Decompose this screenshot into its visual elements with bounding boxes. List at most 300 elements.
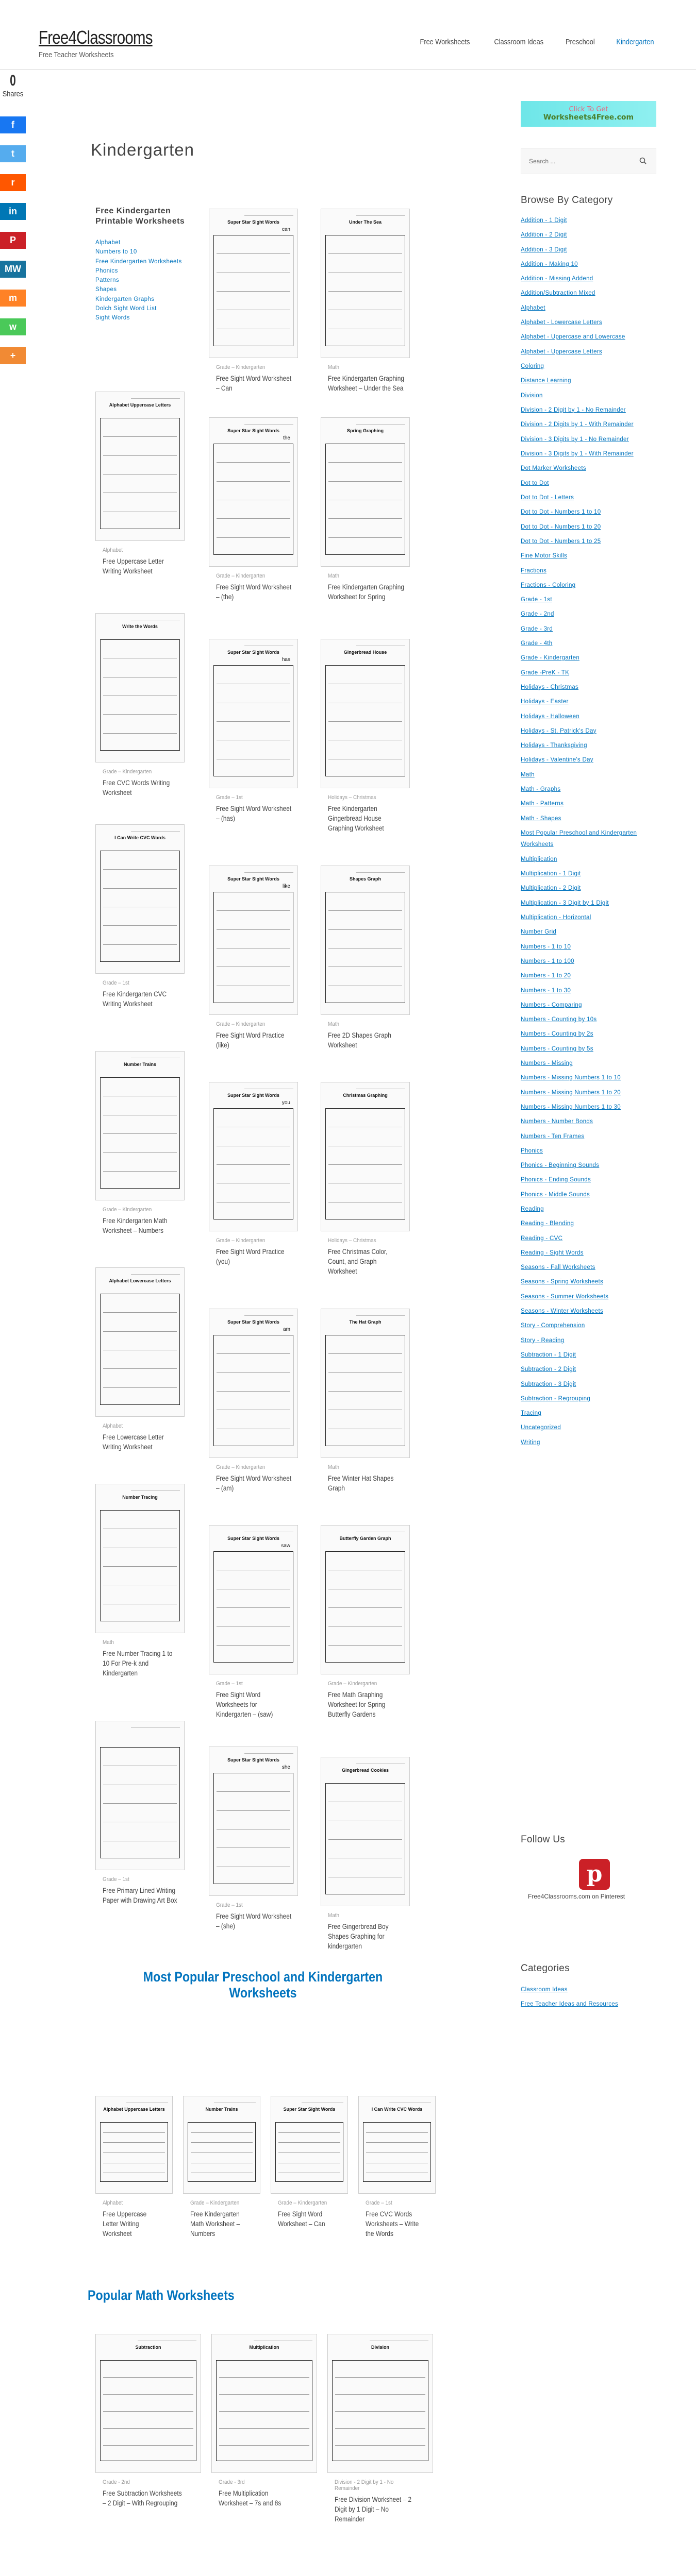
category-link[interactable]: Numbers - Missing bbox=[521, 1060, 573, 1067]
category-link[interactable]: Phonics - Beginning Sounds bbox=[521, 1162, 600, 1169]
post-meta bbox=[211, 2473, 317, 2508]
category-link[interactable]: Holidays - Valentine's Day bbox=[521, 757, 593, 764]
category-link[interactable]: Distance Learning bbox=[521, 378, 571, 384]
post-title[interactable]: Free CVC Words Worksheets – Write the Words bbox=[366, 2210, 419, 2238]
category-link[interactable]: Grade - 2nd bbox=[521, 611, 554, 618]
share-button-mewe[interactable] bbox=[0, 261, 26, 278]
post-category[interactable]: Grade – Kindergarten bbox=[328, 1681, 377, 1687]
category-item bbox=[521, 782, 660, 796]
worksheet-title: Subtraction bbox=[135, 2345, 161, 2350]
category-link[interactable]: Numbers - Number Bonds bbox=[521, 1118, 593, 1125]
pinterest-follow-label[interactable]: Free4Classrooms.com on Pinterest bbox=[528, 1893, 625, 1900]
post-meta bbox=[321, 1458, 410, 1493]
post-category[interactable]: Alphabet bbox=[103, 547, 123, 553]
category-link[interactable]: Addition - Making 10 bbox=[521, 261, 578, 267]
category-link[interactable]: Seasons - Spring Worksheets bbox=[521, 1279, 604, 1285]
post-category[interactable]: Grade – Kindergarten bbox=[103, 1207, 152, 1213]
worksheet-title: Write the Words bbox=[122, 624, 158, 629]
nav-classroom-ideas[interactable]: Classroom Ideas bbox=[494, 38, 543, 46]
category-link[interactable]: Subtraction - 1 Digit bbox=[521, 1351, 576, 1358]
category-link[interactable]: Most Popular Preschool and Kindergarten Worksheets bbox=[521, 829, 637, 848]
worksheet-grid bbox=[213, 1335, 293, 1446]
share-button-twitter[interactable] bbox=[0, 145, 26, 162]
worksheet-row bbox=[328, 1607, 402, 1608]
post-category[interactable]: Grade – Kindergarten bbox=[216, 573, 266, 579]
category-item bbox=[521, 1318, 660, 1333]
post-category[interactable]: Grade – Kindergarten bbox=[190, 2200, 240, 2206]
category-link[interactable]: Numbers - 1 to 20 bbox=[521, 973, 571, 979]
post-title[interactable]: Free Lowercase Letter Writing Worksheet bbox=[103, 1433, 164, 1451]
category-link[interactable]: Reading bbox=[521, 1206, 544, 1212]
intro-link[interactable]: Sight Words bbox=[95, 315, 130, 321]
category-link[interactable]: Numbers - Missing Numbers 1 to 20 bbox=[521, 1089, 621, 1096]
post-card bbox=[209, 866, 298, 1050]
worksheet-thumbnail[interactable] bbox=[209, 866, 298, 1015]
sight-word: like bbox=[282, 884, 290, 889]
post-card bbox=[321, 1757, 410, 1951]
categories2-item bbox=[521, 1982, 660, 1997]
category-link[interactable]: Subtraction - 3 Digit bbox=[521, 1381, 576, 1387]
search-input[interactable] bbox=[521, 149, 624, 174]
category-link[interactable]: Uncategorized bbox=[521, 1425, 561, 1431]
category-link[interactable]: Multiplication bbox=[521, 856, 557, 862]
category-item bbox=[521, 811, 660, 826]
category-link[interactable]: Numbers - 1 to 10 bbox=[521, 943, 571, 950]
post-category[interactable]: Grade – 1st bbox=[366, 2200, 392, 2206]
category-link[interactable]: Division - 2 Digits by 1 - With Remainder bbox=[521, 421, 634, 428]
category-item bbox=[521, 694, 660, 709]
post-title[interactable]: Free Number Tracing 1 to 10 For Pre-k and Kindergarten bbox=[103, 1650, 173, 1677]
site-tagline: Free Teacher Worksheets bbox=[39, 50, 114, 59]
worksheet-grid bbox=[100, 1294, 180, 1405]
category-link[interactable]: Alphabet bbox=[521, 304, 545, 311]
category-item bbox=[521, 592, 660, 607]
post-category[interactable]: Grade – Kindergarten bbox=[216, 1238, 266, 1244]
category-link[interactable]: Multiplication - Horizontal bbox=[521, 914, 591, 921]
worksheet-thumbnail[interactable] bbox=[358, 2096, 436, 2194]
category-link[interactable]: Reading - CVC bbox=[521, 1235, 563, 1242]
post-category[interactable]: Grade – 1st bbox=[103, 980, 129, 986]
post-title[interactable]: Free Sight Word Worksheet – (the) bbox=[216, 583, 292, 601]
category-link[interactable]: Multiplication - 2 Digit bbox=[521, 885, 581, 892]
post-title[interactable]: Free Division Worksheet – 2 Digit by 1 Digit – No Remainder bbox=[335, 2496, 412, 2523]
category-link[interactable]: Phonics - Ending Sounds bbox=[521, 1177, 591, 1183]
post-title[interactable]: Free Kindergarten Graphing Worksheet – Under the Sea bbox=[328, 375, 404, 392]
worksheet-row bbox=[103, 1803, 177, 1804]
post-title[interactable]: Free Gingerbread Boy Shapes Graphing for kindergarten bbox=[328, 1923, 389, 1950]
category-link[interactable]: Fractions - Coloring bbox=[521, 582, 576, 588]
category-link[interactable]: Alphabet - Uppercase and Lowercase bbox=[521, 334, 625, 341]
category-link[interactable]: Seasons - Summer Worksheets bbox=[521, 1293, 609, 1300]
category-link[interactable]: Alphabet - Uppercase Letters bbox=[521, 348, 602, 355]
category-link[interactable]: Writing bbox=[521, 1439, 540, 1446]
name-line bbox=[244, 1315, 293, 1316]
worksheet-row bbox=[191, 2132, 253, 2133]
sight-word: saw bbox=[281, 1543, 290, 1549]
worksheet-grid bbox=[325, 444, 405, 555]
search-icon[interactable] bbox=[639, 157, 647, 164]
worksheet-grid bbox=[100, 1510, 180, 1621]
post-category[interactable]: Holidays – Christmas bbox=[328, 1238, 376, 1244]
category-item bbox=[521, 1304, 660, 1318]
category-link[interactable]: Numbers - Missing Numbers 1 to 30 bbox=[521, 1104, 621, 1110]
post-title[interactable]: Free Uppercase Letter Writing Worksheet bbox=[103, 557, 164, 575]
post-title[interactable]: Free Uppercase Letter Writing Worksheet bbox=[103, 2210, 147, 2238]
category-link[interactable]: Grade - 4th bbox=[521, 640, 553, 647]
post-category[interactable]: Math bbox=[328, 1912, 340, 1919]
worksheet-thumbnail[interactable] bbox=[95, 1721, 185, 1870]
category-link[interactable]: Numbers - Ten Frames bbox=[521, 1133, 585, 1140]
post-title[interactable]: Free 2D Shapes Graph Worksheet bbox=[328, 1031, 391, 1049]
category-link[interactable]: Grade - 3rd bbox=[521, 625, 553, 632]
category-link[interactable]: Dot to Dot - Numbers 1 to 10 bbox=[521, 509, 601, 516]
intro-link[interactable]: Dolch Sight Word List bbox=[95, 306, 157, 312]
post-title[interactable]: Free Sight Word Practice (like) bbox=[216, 1031, 285, 1049]
worksheet-thumbnail[interactable] bbox=[321, 209, 410, 358]
post-category[interactable]: Grade – 1st bbox=[103, 1876, 129, 1883]
share-button-more[interactable] bbox=[0, 347, 26, 364]
share-button-linkedin[interactable] bbox=[0, 203, 26, 220]
worksheet-grid bbox=[213, 665, 293, 776]
post-card bbox=[209, 417, 298, 602]
category-item bbox=[521, 867, 660, 881]
share-count bbox=[0, 72, 26, 98]
post-meta bbox=[321, 1231, 410, 1276]
post-category[interactable]: Math bbox=[328, 1021, 340, 1027]
category-link[interactable]: Numbers - Missing Numbers 1 to 10 bbox=[521, 1075, 621, 1081]
category-link[interactable]: Dot Marker Worksheets bbox=[521, 465, 586, 472]
category-item bbox=[521, 910, 660, 925]
worksheet-row bbox=[335, 2428, 425, 2429]
worksheet-thumbnail[interactable] bbox=[95, 824, 185, 974]
post-category[interactable]: Grade – 1st bbox=[216, 794, 243, 801]
worksheet-thumbnail[interactable] bbox=[209, 209, 298, 358]
worksheet-thumbnail[interactable] bbox=[95, 2096, 173, 2194]
name-line bbox=[244, 872, 293, 873]
worksheet-thumbnail[interactable] bbox=[95, 392, 185, 541]
name-line bbox=[131, 831, 180, 832]
intro-link-item bbox=[95, 295, 198, 304]
categories-title: Categories bbox=[521, 1963, 570, 1974]
post-title[interactable]: Free Sight Word Worksheet – (has) bbox=[216, 805, 292, 822]
worksheet-row bbox=[103, 455, 177, 456]
name-line bbox=[244, 1753, 293, 1754]
post-meta bbox=[95, 1417, 185, 1452]
category-link[interactable]: Tracing bbox=[521, 1410, 542, 1417]
browse-title: Browse By Category bbox=[521, 195, 613, 206]
post-card bbox=[321, 866, 410, 1050]
post-title[interactable]: Free Christmas Color, Count, and Graph Worksheet bbox=[328, 1248, 388, 1275]
category-link[interactable]: Division - 3 Digits by 1 - With Remainder bbox=[521, 450, 634, 457]
category-link[interactable]: Alphabet - Lowercase Letters bbox=[521, 319, 602, 326]
post-meta bbox=[183, 2194, 260, 2239]
worksheet-title: Number Trains bbox=[205, 2107, 238, 2112]
category-item bbox=[521, 1420, 660, 1435]
category-link[interactable]: Division - 2 Digit by 1 - No Remainder bbox=[521, 406, 626, 413]
post-category[interactable]: Grade – Kindergarten bbox=[278, 2200, 327, 2206]
category-item bbox=[521, 272, 660, 286]
category-link[interactable]: Phonics bbox=[521, 1147, 543, 1154]
post-meta bbox=[321, 1015, 410, 1050]
worksheet-thumbnail[interactable] bbox=[95, 1484, 185, 1633]
category-link[interactable]: Numbers - Counting by 10s bbox=[521, 1016, 597, 1023]
category-item bbox=[521, 578, 660, 592]
post-title[interactable]: Free Sight Word Worksheet – Can bbox=[216, 375, 292, 392]
category-link[interactable]: Holidays - Thanksgiving bbox=[521, 742, 587, 749]
category-link[interactable]: Numbers - Comparing bbox=[521, 1002, 582, 1008]
share-button-whatsapp[interactable] bbox=[0, 318, 26, 335]
linkedin-icon: in bbox=[9, 206, 17, 216]
category-link[interactable]: Subtraction - 2 Digit bbox=[521, 1366, 576, 1373]
worksheet-thumbnail[interactable] bbox=[183, 2096, 260, 2194]
post-category[interactable]: Division - 2 Digit by 1 - No Remainder bbox=[335, 2479, 394, 2492]
worksheet-title: Super Star Sight Words bbox=[227, 1757, 279, 1762]
post-category[interactable]: Grade - 3rd bbox=[219, 2479, 245, 2485]
category-link[interactable]: Math - Patterns bbox=[521, 801, 564, 807]
category-link[interactable]: Holidays - Easter bbox=[521, 699, 569, 705]
post-meta bbox=[271, 2194, 348, 2229]
category-link[interactable]: Addition/Subtraction Mixed bbox=[521, 290, 595, 297]
popular-heading: Most Popular Preschool and Kindergarten Worksheets bbox=[143, 1969, 383, 2001]
post-title[interactable]: Free CVC Words Writing Worksheet bbox=[103, 779, 170, 796]
pinterest-follow-icon[interactable]: p bbox=[579, 1859, 610, 1890]
category-item bbox=[521, 1042, 660, 1056]
post-title[interactable]: Free Sight Word Worksheet – (am) bbox=[216, 1475, 292, 1492]
intro-link-item bbox=[95, 313, 198, 323]
intro-link[interactable]: Shapes bbox=[95, 286, 117, 293]
post-title[interactable]: Free Sight Word Worksheets for Kindergarten – (saw) bbox=[216, 1691, 273, 1718]
category-link[interactable]: Math bbox=[521, 771, 535, 778]
worksheet-thumbnail[interactable] bbox=[321, 1757, 410, 1906]
category-link[interactable]: Number Grid bbox=[521, 929, 557, 936]
worksheet-grid bbox=[325, 1335, 405, 1446]
post-title[interactable]: Free Kindergarten Math Worksheet – Numbers bbox=[190, 2210, 240, 2238]
worksheet-thumbnail[interactable] bbox=[327, 2334, 433, 2473]
category-link[interactable]: Dot to Dot - Numbers 1 to 25 bbox=[521, 538, 601, 545]
category-item bbox=[521, 680, 660, 694]
intro-link[interactable]: Alphabet bbox=[95, 240, 121, 246]
post-title[interactable]: Free Sight Word Worksheet – Can bbox=[278, 2210, 325, 2228]
worksheet-thumbnail[interactable] bbox=[209, 1309, 298, 1458]
post-meta bbox=[321, 1906, 410, 1951]
intro-link[interactable]: Numbers to 10 bbox=[95, 249, 137, 256]
category-link[interactable]: Numbers - 1 to 30 bbox=[521, 987, 571, 994]
category-link[interactable]: Coloring bbox=[521, 363, 544, 369]
post-title[interactable]: Free Kindergarten Gingerbread House Graphing Worksheet bbox=[328, 805, 384, 832]
category-item bbox=[521, 403, 660, 417]
category-item bbox=[521, 1114, 660, 1129]
worksheet-row bbox=[335, 2394, 425, 2395]
category-item bbox=[521, 286, 660, 300]
site-title-link[interactable]: Free4Classrooms bbox=[39, 27, 153, 48]
worksheet-row bbox=[103, 2377, 193, 2378]
post-card bbox=[321, 1525, 410, 1719]
category-link[interactable]: Holidays - St. Patrick's Day bbox=[521, 727, 596, 734]
category-item bbox=[521, 447, 660, 462]
share-button-facebook[interactable] bbox=[0, 116, 26, 133]
category-link[interactable]: Numbers - 1 to 100 bbox=[521, 958, 574, 964]
post-title[interactable]: Free Subtraction Worksheets – 2 Digit – With Regrouping bbox=[103, 2489, 182, 2507]
intro-heading: Free Kindergarten Printable Worksheets bbox=[95, 207, 185, 226]
category-link[interactable]: Grade -PreK - TK bbox=[521, 669, 570, 676]
site-header bbox=[0, 0, 696, 70]
category-link[interactable]: Reading - Blending bbox=[521, 1221, 574, 1227]
category-link[interactable]: Addition - Missing Addend bbox=[521, 276, 593, 282]
worksheet-title: Super Star Sight Words bbox=[227, 428, 279, 433]
intro-link[interactable]: Free Kindergarten Worksheets bbox=[95, 258, 182, 265]
category-list bbox=[521, 213, 660, 1450]
worksheet-thumbnail[interactable] bbox=[321, 1309, 410, 1458]
worksheet-row bbox=[278, 2132, 340, 2133]
category-link[interactable]: Addition - 2 Digit bbox=[521, 232, 567, 239]
worksheet-thumbnail[interactable] bbox=[209, 639, 298, 788]
worksheet-thumbnail[interactable] bbox=[95, 1051, 185, 1200]
category-link[interactable]: Holidays - Halloween bbox=[521, 713, 580, 720]
category-link-classroom-ideas[interactable]: Classroom Ideas bbox=[521, 1987, 568, 1993]
worksheet-row bbox=[219, 2411, 309, 2412]
category-link[interactable]: Numbers - Counting by 2s bbox=[521, 1031, 593, 1038]
category-link[interactable]: Division bbox=[521, 392, 543, 399]
post-title[interactable]: Free Multiplication Worksheet – 7s and 8s bbox=[219, 2489, 281, 2507]
category-link[interactable]: Division - 3 Digits by 1 - No Remainder bbox=[521, 436, 629, 443]
post-category[interactable]: Math bbox=[103, 1639, 114, 1646]
worksheet-thumbnail[interactable] bbox=[321, 1082, 410, 1231]
post-title[interactable]: Free Winter Hat Shapes Graph bbox=[328, 1475, 394, 1492]
post-category[interactable]: Grade – Kindergarten bbox=[216, 1021, 266, 1027]
worksheet-row bbox=[103, 2428, 193, 2429]
worksheet-row bbox=[103, 1368, 177, 1369]
post-category[interactable]: Grade – 1st bbox=[216, 1902, 243, 1908]
worksheet-thumbnail[interactable] bbox=[321, 417, 410, 567]
post-title[interactable]: Free Kindergarten Graphing Worksheet for Spring bbox=[328, 583, 404, 601]
post-category[interactable]: Alphabet bbox=[103, 2200, 123, 2206]
worksheet-thumbnail[interactable] bbox=[321, 1525, 410, 1674]
twitter-icon: t bbox=[11, 148, 14, 159]
worksheet-row bbox=[103, 1312, 177, 1313]
worksheet-row bbox=[328, 1645, 402, 1646]
category-item bbox=[521, 1086, 660, 1100]
intro-link[interactable]: Phonics bbox=[95, 267, 118, 274]
worksheet-row bbox=[328, 929, 402, 930]
post-title[interactable]: Free Sight Word Worksheet – (she) bbox=[216, 1912, 292, 1930]
nav-preschool[interactable]: Preschool bbox=[566, 38, 595, 46]
worksheet-row bbox=[328, 721, 402, 722]
worksheet-thumbnail[interactable] bbox=[209, 1525, 298, 1674]
post-title[interactable]: Free Primary Lined Writing Paper with Drawing Art Box bbox=[103, 1887, 177, 1904]
intro-link[interactable]: Kindergarten Graphs bbox=[95, 296, 155, 302]
category-link[interactable]: Multiplication - 3 Digit by 1 Digit bbox=[521, 900, 609, 906]
category-link[interactable]: Fractions bbox=[521, 567, 546, 574]
categories2-list bbox=[521, 1982, 660, 2012]
worksheet-row bbox=[328, 537, 402, 538]
worksheet-thumbnail[interactable] bbox=[95, 2334, 201, 2473]
social-share-bar bbox=[0, 116, 26, 376]
name-line bbox=[131, 398, 180, 399]
worksheet-thumbnail[interactable] bbox=[211, 2334, 317, 2473]
post-category[interactable]: Grade - 2nd bbox=[103, 2479, 130, 2485]
share-button-reddit[interactable] bbox=[0, 174, 26, 191]
post-category[interactable]: Math bbox=[328, 364, 340, 370]
nav-free-worksheets[interactable]: Free Worksheets bbox=[420, 38, 470, 46]
category-link[interactable]: Fine Motor Skills bbox=[521, 553, 568, 560]
category-link[interactable]: Multiplication - 1 Digit bbox=[521, 871, 581, 877]
worksheet-thumbnail[interactable] bbox=[271, 2096, 348, 2194]
worksheet-grid bbox=[325, 892, 405, 1003]
category-link[interactable]: Seasons - Fall Worksheets bbox=[521, 1264, 595, 1271]
category-link[interactable]: Phonics - Middle Sounds bbox=[521, 1191, 590, 1198]
category-item bbox=[521, 505, 660, 519]
category-item bbox=[521, 1406, 660, 1420]
category-link[interactable]: Seasons - Winter Worksheets bbox=[521, 1308, 603, 1315]
intro-link-item bbox=[95, 285, 198, 294]
post-category[interactable]: Alphabet bbox=[103, 1423, 123, 1429]
post-category[interactable]: Holidays – Christmas bbox=[328, 794, 376, 801]
post-title[interactable]: Free Kindergarten Math Worksheet – Numbers bbox=[103, 1217, 168, 1234]
post-title[interactable]: Free Sight Word Practice (you) bbox=[216, 1248, 285, 1265]
category-link[interactable]: Grade - Kindergarten bbox=[521, 655, 580, 662]
worksheet-thumbnail[interactable] bbox=[95, 1267, 185, 1417]
worksheet-title: Super Star Sight Words bbox=[227, 650, 279, 655]
category-link[interactable]: Numbers - Counting by 5s bbox=[521, 1045, 593, 1052]
category-link[interactable]: Grade - 1st bbox=[521, 597, 552, 603]
post-category[interactable]: Math bbox=[328, 1464, 340, 1470]
share-button-pinterest[interactable] bbox=[0, 232, 26, 249]
category-link[interactable]: Holidays - Christmas bbox=[521, 684, 579, 690]
category-link[interactable]: Math - Shapes bbox=[521, 815, 561, 822]
category-link[interactable]: Reading - Sight Words bbox=[521, 1249, 584, 1256]
category-link[interactable]: Dot to Dot bbox=[521, 480, 549, 486]
category-item bbox=[521, 607, 660, 621]
category-item bbox=[521, 1056, 660, 1071]
category-link[interactable]: Story - Comprehension bbox=[521, 1323, 585, 1329]
name-line bbox=[131, 1490, 180, 1491]
category-link[interactable]: Addition - 3 Digit bbox=[521, 246, 567, 253]
worksheet-row bbox=[217, 929, 290, 930]
worksheets4free-ad-banner[interactable] bbox=[521, 101, 656, 127]
nav-kindergarten[interactable]: Kindergarten bbox=[616, 38, 654, 46]
worksheet-thumbnail[interactable] bbox=[209, 417, 298, 567]
intro-box bbox=[95, 206, 198, 323]
worksheet-thumbnail[interactable] bbox=[209, 1747, 298, 1896]
category-link-teacher-ideas[interactable]: Free Teacher Ideas and Resources bbox=[521, 2001, 619, 2008]
category-item bbox=[521, 476, 660, 490]
post-title[interactable]: Free Kindergarten CVC Writing Worksheet bbox=[103, 990, 167, 1008]
category-link[interactable]: Dot to Dot - Numbers 1 to 20 bbox=[521, 523, 601, 530]
follow-title: Follow Us bbox=[521, 1834, 566, 1845]
category-item bbox=[521, 1027, 660, 1041]
category-link[interactable]: Addition - 1 Digit bbox=[521, 217, 567, 224]
post-category[interactable]: Grade – Kindergarten bbox=[216, 364, 266, 370]
category-link[interactable]: Math - Graphs bbox=[521, 786, 561, 792]
category-link[interactable]: Dot to Dot - Letters bbox=[521, 495, 574, 501]
category-item bbox=[521, 1362, 660, 1377]
post-category[interactable]: Grade – Kindergarten bbox=[103, 769, 152, 775]
post-title[interactable]: Free Math Graphing Worksheet for Spring Butterfly Gardens bbox=[328, 1691, 386, 1718]
intro-link[interactable]: Patterns bbox=[95, 277, 120, 284]
category-item bbox=[521, 432, 660, 447]
post-category[interactable]: Math bbox=[328, 573, 340, 579]
worksheet-thumbnail[interactable] bbox=[95, 613, 185, 762]
post-category[interactable]: Grade – Kindergarten bbox=[216, 1464, 266, 1470]
worksheet-thumbnail[interactable] bbox=[321, 866, 410, 1015]
worksheet-grid bbox=[213, 1551, 293, 1663]
worksheet-thumbnail[interactable] bbox=[321, 639, 410, 788]
worksheet-thumbnail[interactable] bbox=[209, 1082, 298, 1231]
category-link[interactable]: Story - Reading bbox=[521, 1337, 565, 1344]
post-category[interactable]: Grade – 1st bbox=[216, 1681, 243, 1687]
share-button-mix[interactable] bbox=[0, 290, 26, 307]
category-link[interactable]: Subtraction - Regrouping bbox=[521, 1395, 591, 1402]
